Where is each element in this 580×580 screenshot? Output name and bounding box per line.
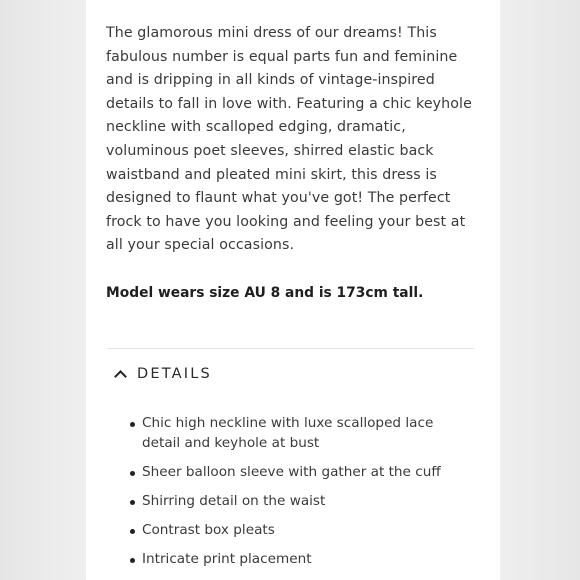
list-item-text: Intricate print placement	[142, 550, 312, 567]
list-item	[130, 550, 460, 570]
bullet-icon	[130, 529, 135, 534]
details-title: DETAILS	[137, 366, 212, 382]
chevron-up-icon	[114, 370, 127, 383]
details-list	[130, 414, 460, 579]
section-divider	[108, 348, 474, 349]
right-background	[500, 0, 580, 580]
product-info-panel	[86, 0, 500, 580]
list-item	[130, 414, 460, 453]
list-item	[130, 492, 460, 512]
list-item-text: Shirring detail on the waist	[142, 492, 326, 509]
list-item-text: Sheer balloon sleeve with gather at the cuff	[142, 463, 441, 480]
bullet-icon	[130, 422, 135, 427]
bullet-icon	[130, 558, 135, 563]
list-item	[130, 463, 460, 483]
details-accordion-toggle[interactable]	[116, 362, 212, 386]
bullet-icon	[130, 500, 135, 505]
product-description: The glamorous mini dress of our dreams! This fabulous number is equal parts fun and feminine and is dripping in all kinds of vintage-inspired details to fall in love with. Featuring a chic keyhole neckline with scalloped edging, dramatic, voluminous poet sleeves, shirred elastic back waistband and pleated mini skirt, this dress is designed to flaunt what you've got! The perfect frock to have you looking and feeling your best at all your special occasions.	[106, 25, 472, 254]
list-item-text: Contrast box pleats	[142, 521, 275, 538]
list-item	[130, 521, 460, 541]
bullet-icon	[130, 471, 135, 476]
list-item-text: Chic high neckline with luxe scalloped lace detail and keyhole at bust	[142, 415, 434, 451]
left-background	[0, 0, 86, 580]
model-size-note: Model wears size AU 8 and is 173cm tall.	[106, 285, 424, 301]
